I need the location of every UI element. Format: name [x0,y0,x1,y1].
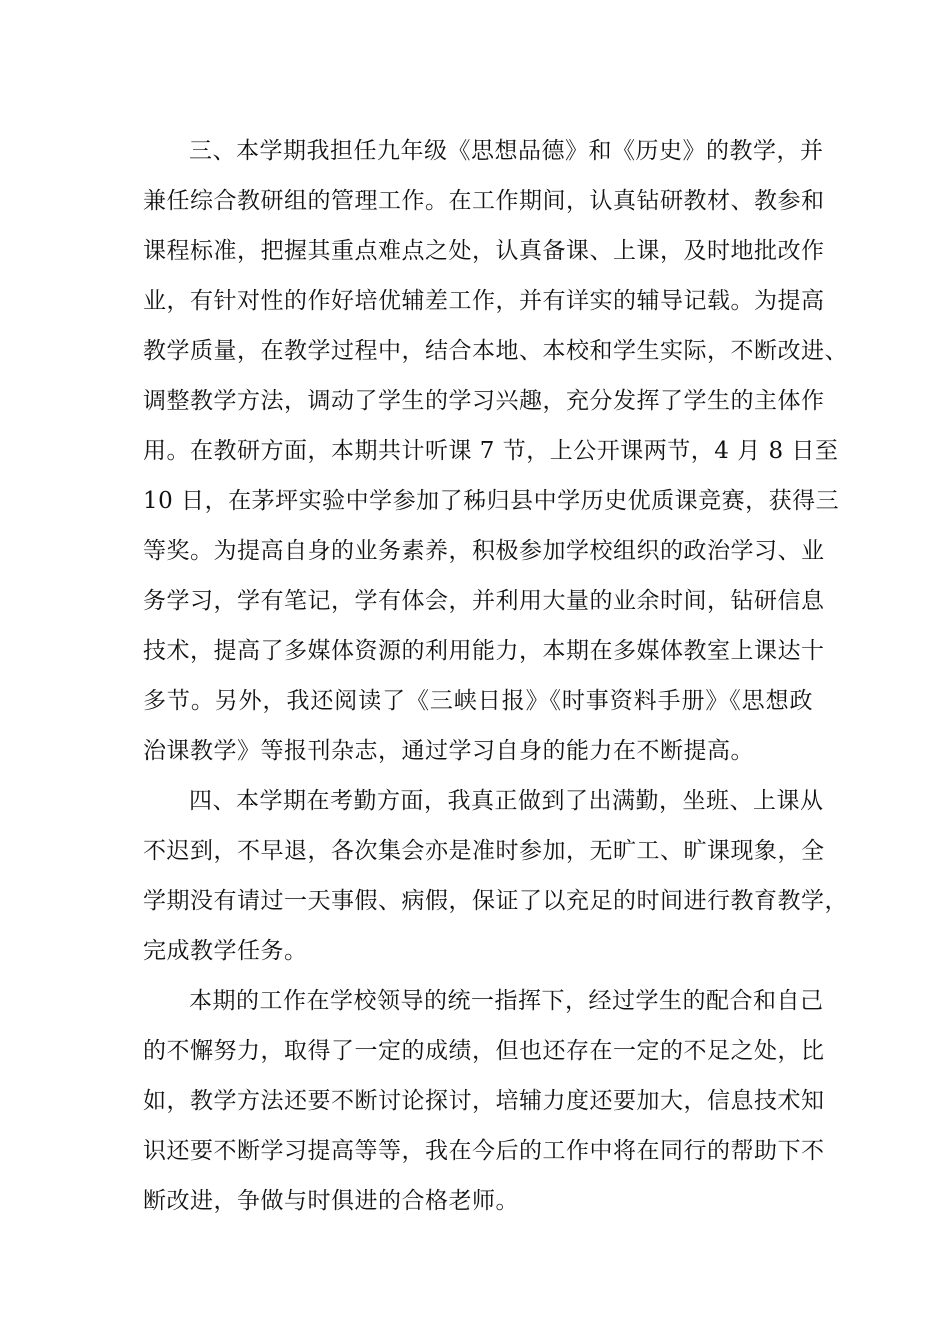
paragraph-line: 多节。另外，我还阅读了《三峡日报》《时事资料手册》《思想政 [143,688,813,714]
paragraph-line: 识还要不断学习提高等等，我在今后的工作中将在同行的帮助下不 [143,1138,825,1164]
paragraph-line: 技术，提高了多媒体资源的利用能力，本期在多媒体教室上课达十 [143,638,825,664]
paragraph-line: 不迟到，不早退，各次集会亦是准时参加，无旷工、旷课现象，全 [143,838,825,864]
paragraph-line: 教学质量，在教学过程中，结合本地、本校和学生实际，不断改进、 [143,338,848,364]
paragraph-line: 务学习，学有笔记，学有体会，并利用大量的业余时间，钻研信息 [143,588,825,614]
paragraph-line: 10 日，在茅坪实验中学参加了秭归县中学历史优质课竞赛，获得三 [143,488,840,514]
paragraph-line: 本期的工作在学校领导的统一指挥下，经过学生的配合和自己 [189,988,824,1014]
paragraph-line: 兼任综合教研组的管理工作。在工作期间，认真钻研教材、教参和 [143,188,825,214]
paragraph-line: 等奖。为提高自身的业务素养，积极参加学校组织的政治学习、业 [143,538,825,564]
paragraph-line: 完成教学任务。 [143,938,308,964]
paragraph-summary [143,976,825,1226]
paragraph-line: 业，有针对性的作好培优辅差工作，并有详实的辅导记载。为提高 [143,288,825,314]
paragraph-attendance [143,776,848,976]
paragraph-line: 课程标准，把握其重点难点之处，认真备课、上课，及时地批改作 [143,238,825,264]
document-body [143,126,848,1226]
paragraph-line: 断改进，争做与时俱进的合格老师。 [143,1188,519,1214]
paragraph-line: 的不懈努力，取得了一定的成绩，但也还存在一定的不足之处，比 [143,1038,825,1064]
paragraph-line: 学期没有请过一天事假、病假，保证了以充足的时间进行教育教学， [143,888,848,914]
paragraph-line: 用。在教研方面，本期共计听课 7 节，上公开课两节，4 月 8 日至 [143,438,839,464]
paragraph-line: 四、本学期在考勤方面，我真正做到了出满勤，坐班、上课从 [189,788,824,814]
paragraph-line: 治课教学》等报刊杂志，通过学习自身的能力在不断提高。 [143,738,754,764]
paragraph-line: 三、本学期我担任九年级《思想品德》和《历史》的教学，并 [189,138,824,164]
paragraph-line: 调整教学方法，调动了学生的学习兴趣，充分发挥了学生的主体作 [143,388,825,414]
paragraph-line: 如，教学方法还要不断讨论探讨，培辅力度还要加大，信息技术知 [143,1088,825,1114]
paragraph-teaching-work [143,126,848,776]
